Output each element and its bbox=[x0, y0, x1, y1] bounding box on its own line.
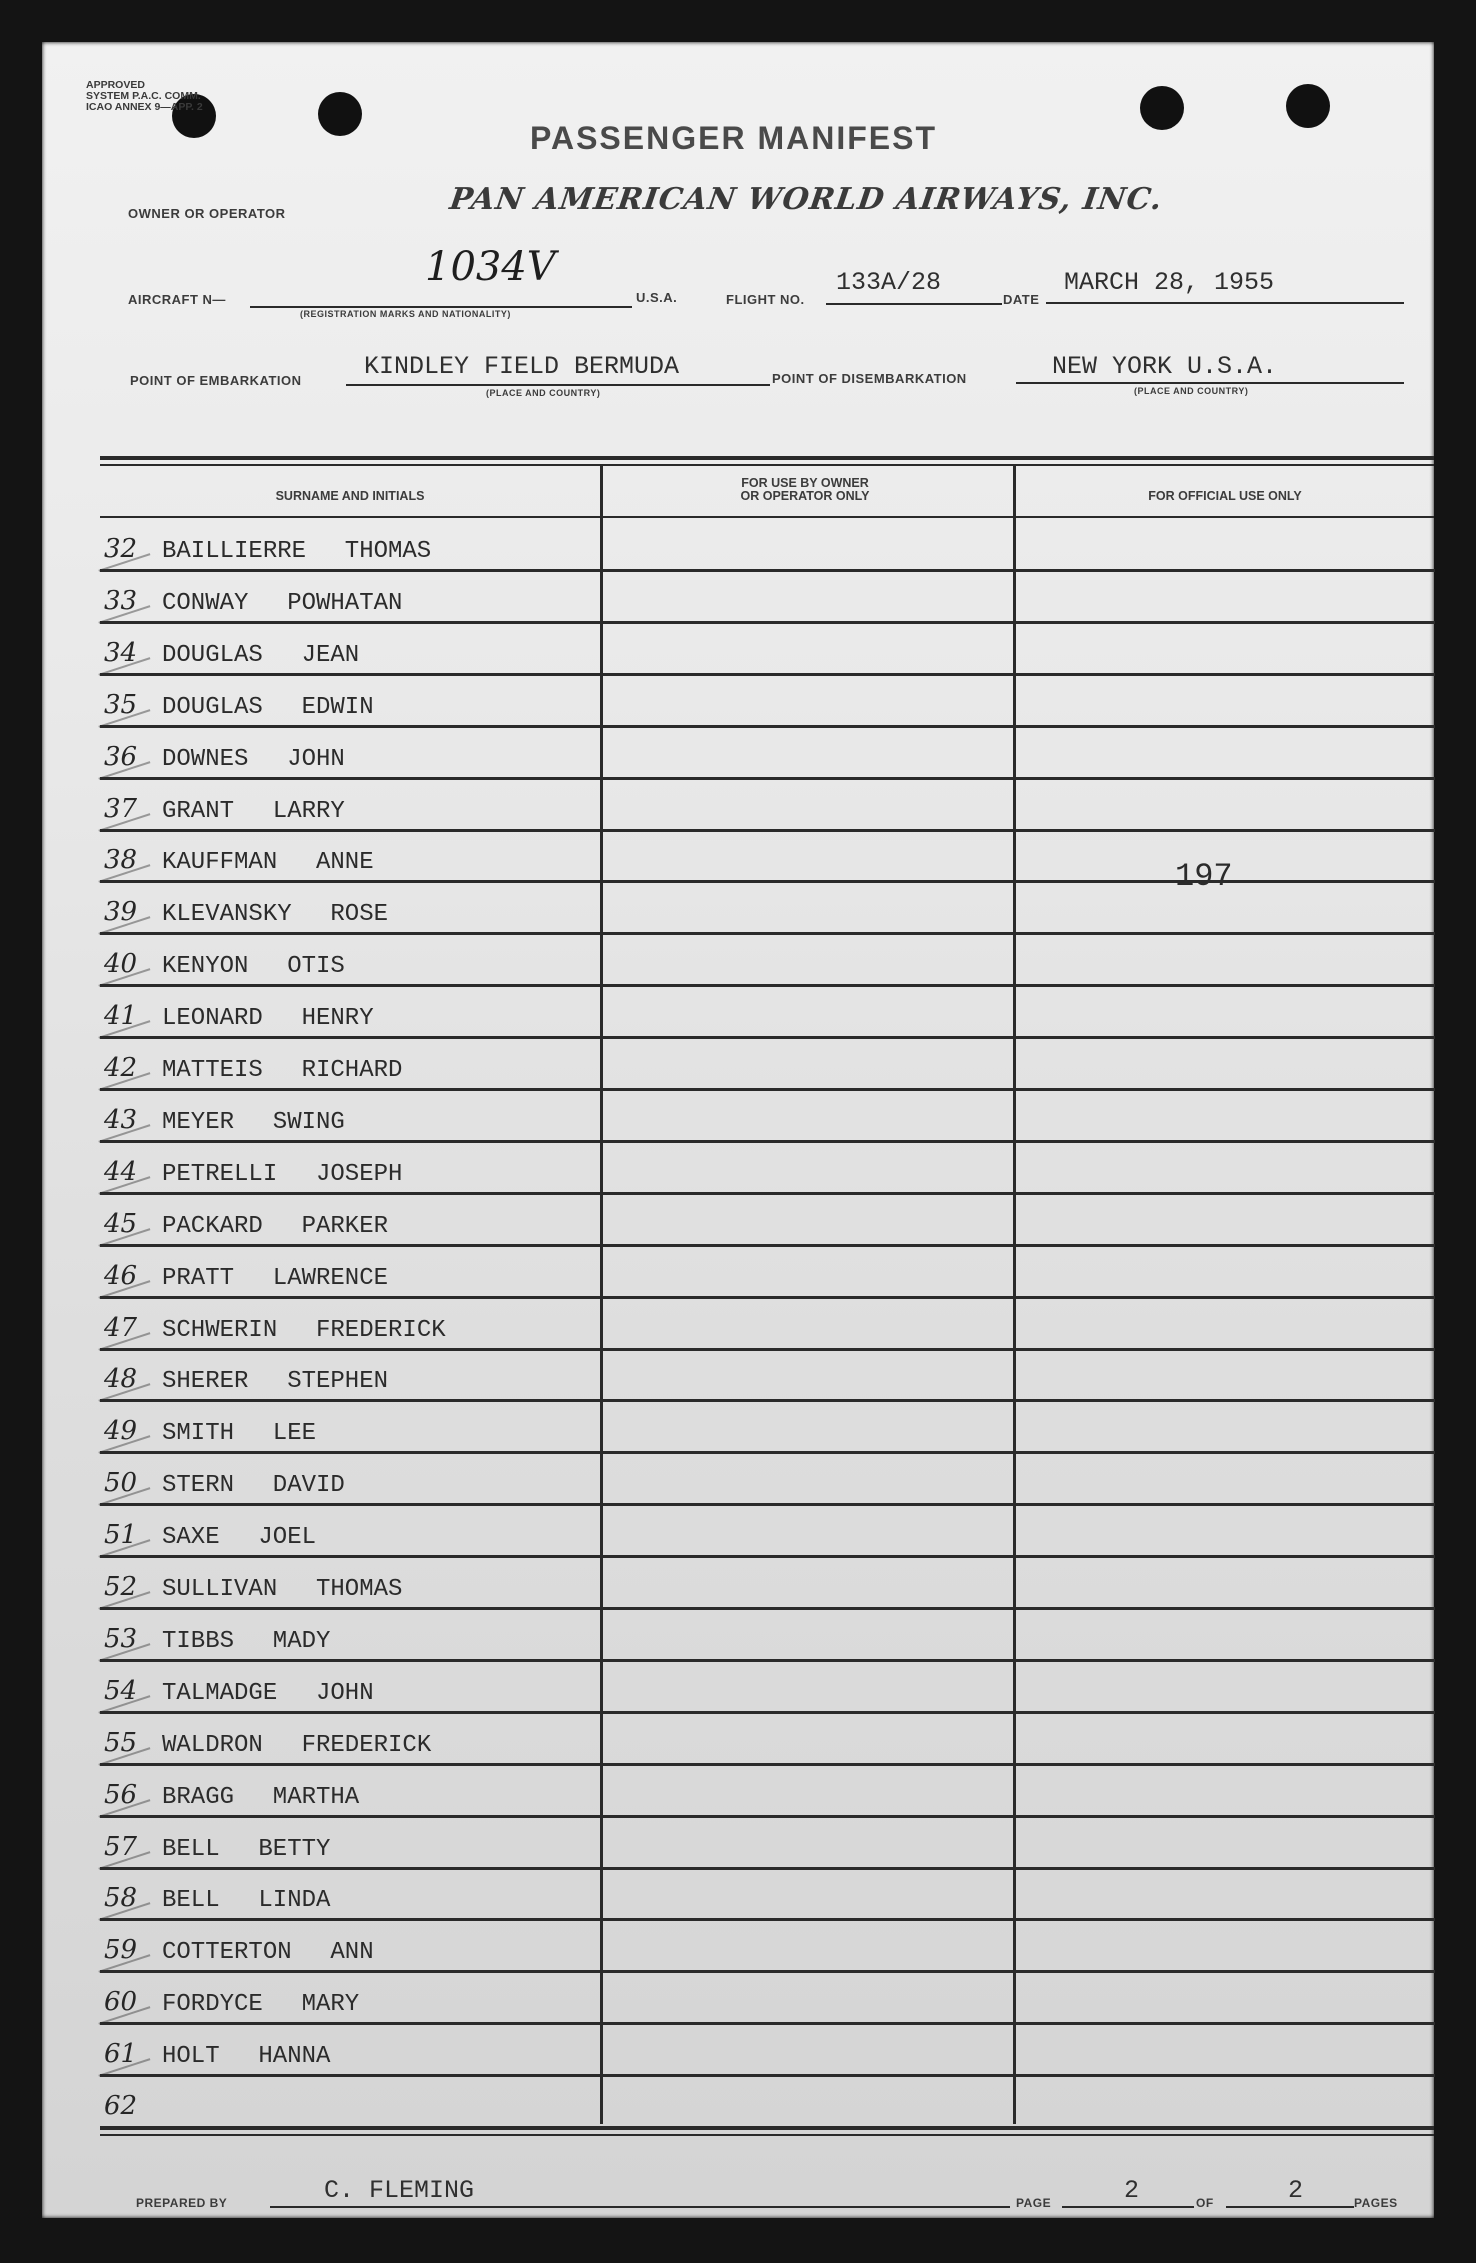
passenger-surname: LEONARD bbox=[162, 1005, 263, 1033]
table-row bbox=[100, 728, 1435, 780]
passenger-number: 33 bbox=[104, 585, 138, 616]
of-label: OF bbox=[1196, 2196, 1214, 2210]
passenger-number: 48 bbox=[104, 1364, 138, 1395]
passenger-given-name: MADY bbox=[272, 1627, 331, 1655]
passenger-surname: SHERER bbox=[162, 1368, 249, 1396]
table-row bbox=[100, 1247, 1435, 1299]
passenger-surname: MEYER bbox=[162, 1108, 235, 1136]
table-row bbox=[100, 1610, 1435, 1662]
punch-hole bbox=[1286, 84, 1330, 128]
pages-label: PAGES bbox=[1354, 2196, 1398, 2210]
passenger-given-name: POWHATAN bbox=[287, 589, 403, 617]
passenger-given-name: HANNA bbox=[258, 2043, 331, 2071]
passenger-surname: GRANT bbox=[162, 797, 235, 825]
passenger-surname: SMITH bbox=[162, 1420, 235, 1448]
punch-hole bbox=[318, 92, 362, 136]
passenger-number: 37 bbox=[104, 793, 138, 824]
column-header-owner-line: FOR USE BY OWNER bbox=[741, 476, 869, 490]
table-row bbox=[100, 831, 1435, 883]
column-header-surname: SURNAME AND INITIALS bbox=[275, 489, 425, 503]
table-row bbox=[100, 1402, 1435, 1454]
passenger-surname: BAILLIERRE bbox=[162, 538, 307, 565]
passenger-number: 60 bbox=[104, 1987, 138, 2018]
table-row bbox=[100, 2077, 1435, 2129]
passenger-given-name: ROSE bbox=[330, 901, 388, 929]
official-note: 197 bbox=[1175, 858, 1233, 895]
operator-name: PAN AMERICAN WORLD AIRWAYS, INC. bbox=[447, 182, 1165, 217]
passenger-given-name: MARY bbox=[301, 1991, 360, 2019]
passenger-surname: BELL bbox=[162, 1835, 220, 1863]
table-row bbox=[100, 2025, 1435, 2077]
approval-line: SYSTEM P.A.C. COMM. bbox=[86, 90, 201, 102]
passenger-given-name: PARKER bbox=[301, 1212, 389, 1240]
date-label: DATE bbox=[1003, 292, 1040, 307]
passenger-surname: PACKARD bbox=[162, 1212, 263, 1240]
passenger-given-name: STEPHEN bbox=[287, 1368, 389, 1396]
passenger-number: 55 bbox=[104, 1727, 138, 1758]
table-row bbox=[100, 1869, 1435, 1921]
passenger-given-name: RICHARD bbox=[301, 1057, 403, 1084]
aircraft-value: 1034V bbox=[425, 244, 556, 290]
passenger-number: 54 bbox=[104, 1675, 138, 1706]
passenger-number: 51 bbox=[104, 1520, 138, 1551]
table-row bbox=[100, 1195, 1435, 1247]
passenger-number: 39 bbox=[104, 897, 138, 928]
passenger-given-name: LINDA bbox=[258, 1887, 331, 1915]
disembarkation-value: NEW YORK U.S.A. bbox=[1052, 352, 1278, 381]
passenger-number: 53 bbox=[104, 1623, 138, 1654]
table-row bbox=[100, 1506, 1435, 1558]
owner-label: OWNER OR OPERATOR bbox=[128, 206, 286, 221]
table-row bbox=[100, 1766, 1435, 1818]
passenger-given-name: JEAN bbox=[301, 641, 360, 669]
date-value: MARCH 28, 1955 bbox=[1064, 268, 1275, 297]
column-header-official: FOR OFFICIAL USE ONLY bbox=[1148, 489, 1302, 503]
passenger-given-name: LAWRENCE bbox=[272, 1264, 389, 1292]
table-row bbox=[100, 1973, 1435, 2025]
passenger-number: 41 bbox=[104, 1001, 138, 1032]
table-row bbox=[100, 1039, 1435, 1091]
passenger-surname: PETRELLI bbox=[162, 1160, 278, 1188]
table-row bbox=[100, 1714, 1435, 1766]
flight-label: FLIGHT NO. bbox=[726, 292, 805, 307]
passenger-surname: WALDRON bbox=[162, 1731, 263, 1759]
passenger-given-name: JOSEPH bbox=[316, 1160, 403, 1188]
passenger-given-name: LEE bbox=[272, 1420, 317, 1448]
table-row bbox=[100, 1558, 1435, 1610]
aircraft-label: AIRCRAFT N— bbox=[128, 292, 226, 307]
page-label: PAGE bbox=[1016, 2196, 1052, 2210]
page-number: 2 bbox=[1124, 2176, 1140, 2205]
passenger-number: 62 bbox=[104, 2091, 138, 2121]
table-row bbox=[100, 987, 1435, 1039]
passenger-number: 35 bbox=[104, 689, 138, 720]
passenger-surname: STERN bbox=[162, 1472, 235, 1500]
passenger-surname: PRATT bbox=[162, 1264, 235, 1292]
passenger-surname: KAUFFMAN bbox=[162, 849, 278, 877]
table-row bbox=[100, 676, 1435, 728]
passenger-given-name: FREDERICK bbox=[316, 1316, 446, 1344]
passenger-surname: MATTEIS bbox=[162, 1057, 263, 1084]
table-row bbox=[100, 1299, 1435, 1351]
table-row bbox=[100, 1662, 1435, 1714]
table-row bbox=[100, 780, 1435, 832]
passenger-surname: FORDYCE bbox=[162, 1991, 263, 2019]
embarkation-value: KINDLEY FIELD BERMUDA bbox=[364, 352, 680, 381]
passenger-surname: COTTERTON bbox=[162, 1939, 292, 1967]
table-row bbox=[100, 1143, 1435, 1195]
passenger-number: 32 bbox=[104, 534, 138, 564]
passenger-given-name: THOMAS bbox=[316, 1576, 403, 1603]
passenger-number: 61 bbox=[104, 2039, 138, 2070]
table-row bbox=[100, 883, 1435, 935]
passenger-given-name: THOMAS bbox=[344, 538, 432, 565]
passenger-given-name: JOEL bbox=[258, 1524, 316, 1552]
passenger-given-name: SWING bbox=[272, 1108, 345, 1136]
passenger-surname: KLEVANSKY bbox=[162, 901, 292, 929]
passenger-given-name: EDWIN bbox=[301, 693, 374, 721]
passenger-given-name: JOHN bbox=[287, 745, 345, 773]
prepared-by-label: PREPARED BY bbox=[136, 2196, 228, 2210]
embarkation-caption: (PLACE AND COUNTRY) bbox=[486, 388, 601, 398]
table-row bbox=[100, 1454, 1435, 1506]
passenger-surname: DOUGLAS bbox=[162, 641, 263, 669]
passenger-given-name: ANN bbox=[330, 1939, 374, 1967]
passenger-number: 42 bbox=[104, 1053, 138, 1083]
passenger-surname: KENYON bbox=[162, 953, 249, 981]
passenger-surname: HOLT bbox=[162, 2043, 220, 2071]
passenger-surname: CONWAY bbox=[162, 589, 249, 617]
table-row bbox=[100, 1818, 1435, 1870]
table-row bbox=[100, 935, 1435, 987]
passenger-number: 47 bbox=[104, 1312, 138, 1343]
passenger-number: 52 bbox=[104, 1572, 138, 1602]
approval-notice bbox=[86, 80, 206, 113]
passenger-number: 38 bbox=[104, 845, 138, 876]
registration-caption: (REGISTRATION MARKS AND NATIONALITY) bbox=[300, 309, 511, 319]
passenger-number: 59 bbox=[104, 1935, 138, 1966]
passenger-surname: DOWNES bbox=[162, 745, 249, 773]
page-title: PASSENGER MANIFEST bbox=[530, 120, 937, 156]
passenger-given-name: MARTHA bbox=[272, 1783, 360, 1811]
table-row bbox=[100, 520, 1435, 572]
approval-line: APPROVED bbox=[86, 79, 145, 91]
passenger-given-name: DAVID bbox=[272, 1472, 345, 1500]
passenger-surname: TIBBS bbox=[162, 1627, 235, 1655]
passenger-surname: SULLIVAN bbox=[162, 1576, 278, 1603]
passenger-surname: TALMADGE bbox=[162, 1679, 278, 1707]
table-row bbox=[100, 624, 1435, 676]
passenger-given-name: OTIS bbox=[287, 953, 345, 981]
disembarkation-label: POINT OF DISEMBARKATION bbox=[772, 371, 967, 386]
total-pages: 2 bbox=[1288, 2176, 1304, 2205]
passenger-surname: SCHWERIN bbox=[162, 1316, 278, 1344]
passenger-number: 43 bbox=[104, 1104, 138, 1135]
approval-line: ICAO ANNEX 9—APP. 2 bbox=[86, 101, 203, 113]
passenger-number: 36 bbox=[104, 741, 138, 772]
prepared-by-value: C. FLEMING bbox=[324, 2176, 475, 2205]
passenger-surname: DOUGLAS bbox=[162, 693, 263, 721]
passenger-number: 49 bbox=[104, 1416, 138, 1447]
usa-label: U.S.A. bbox=[636, 290, 678, 305]
table-row bbox=[100, 1350, 1435, 1402]
passenger-surname: SAXE bbox=[162, 1524, 220, 1552]
passenger-number: 46 bbox=[104, 1260, 138, 1291]
table-row bbox=[100, 1921, 1435, 1973]
disembarkation-caption: (PLACE AND COUNTRY) bbox=[1134, 386, 1249, 396]
column-header-owner-use bbox=[610, 477, 1000, 503]
passenger-given-name: JOHN bbox=[316, 1679, 374, 1707]
embarkation-label: POINT OF EMBARKATION bbox=[130, 373, 302, 388]
passenger-given-name: HENRY bbox=[301, 1005, 374, 1033]
passenger-number: 56 bbox=[104, 1779, 138, 1810]
passenger-number: 34 bbox=[104, 637, 138, 668]
flight-value: 133A/28 bbox=[836, 268, 942, 297]
passenger-given-name: ANNE bbox=[316, 849, 374, 877]
passenger-number: 50 bbox=[104, 1468, 138, 1499]
column-header-owner-line: OR OPERATOR ONLY bbox=[740, 489, 870, 503]
passenger-given-name: FREDERICK bbox=[301, 1731, 432, 1759]
table-row bbox=[100, 572, 1435, 624]
passenger-given-name: BETTY bbox=[258, 1835, 331, 1863]
passenger-number: 44 bbox=[104, 1156, 138, 1187]
passenger-surname: BRAGG bbox=[162, 1783, 235, 1811]
passenger-number: 57 bbox=[104, 1831, 138, 1862]
punch-hole bbox=[1140, 86, 1184, 130]
passenger-surname: BELL bbox=[162, 1887, 220, 1915]
passenger-number: 40 bbox=[104, 949, 138, 980]
passenger-number: 58 bbox=[104, 1883, 138, 1914]
passenger-number: 45 bbox=[104, 1208, 138, 1239]
table-row bbox=[100, 1091, 1435, 1143]
passenger-given-name: LARRY bbox=[272, 797, 345, 825]
